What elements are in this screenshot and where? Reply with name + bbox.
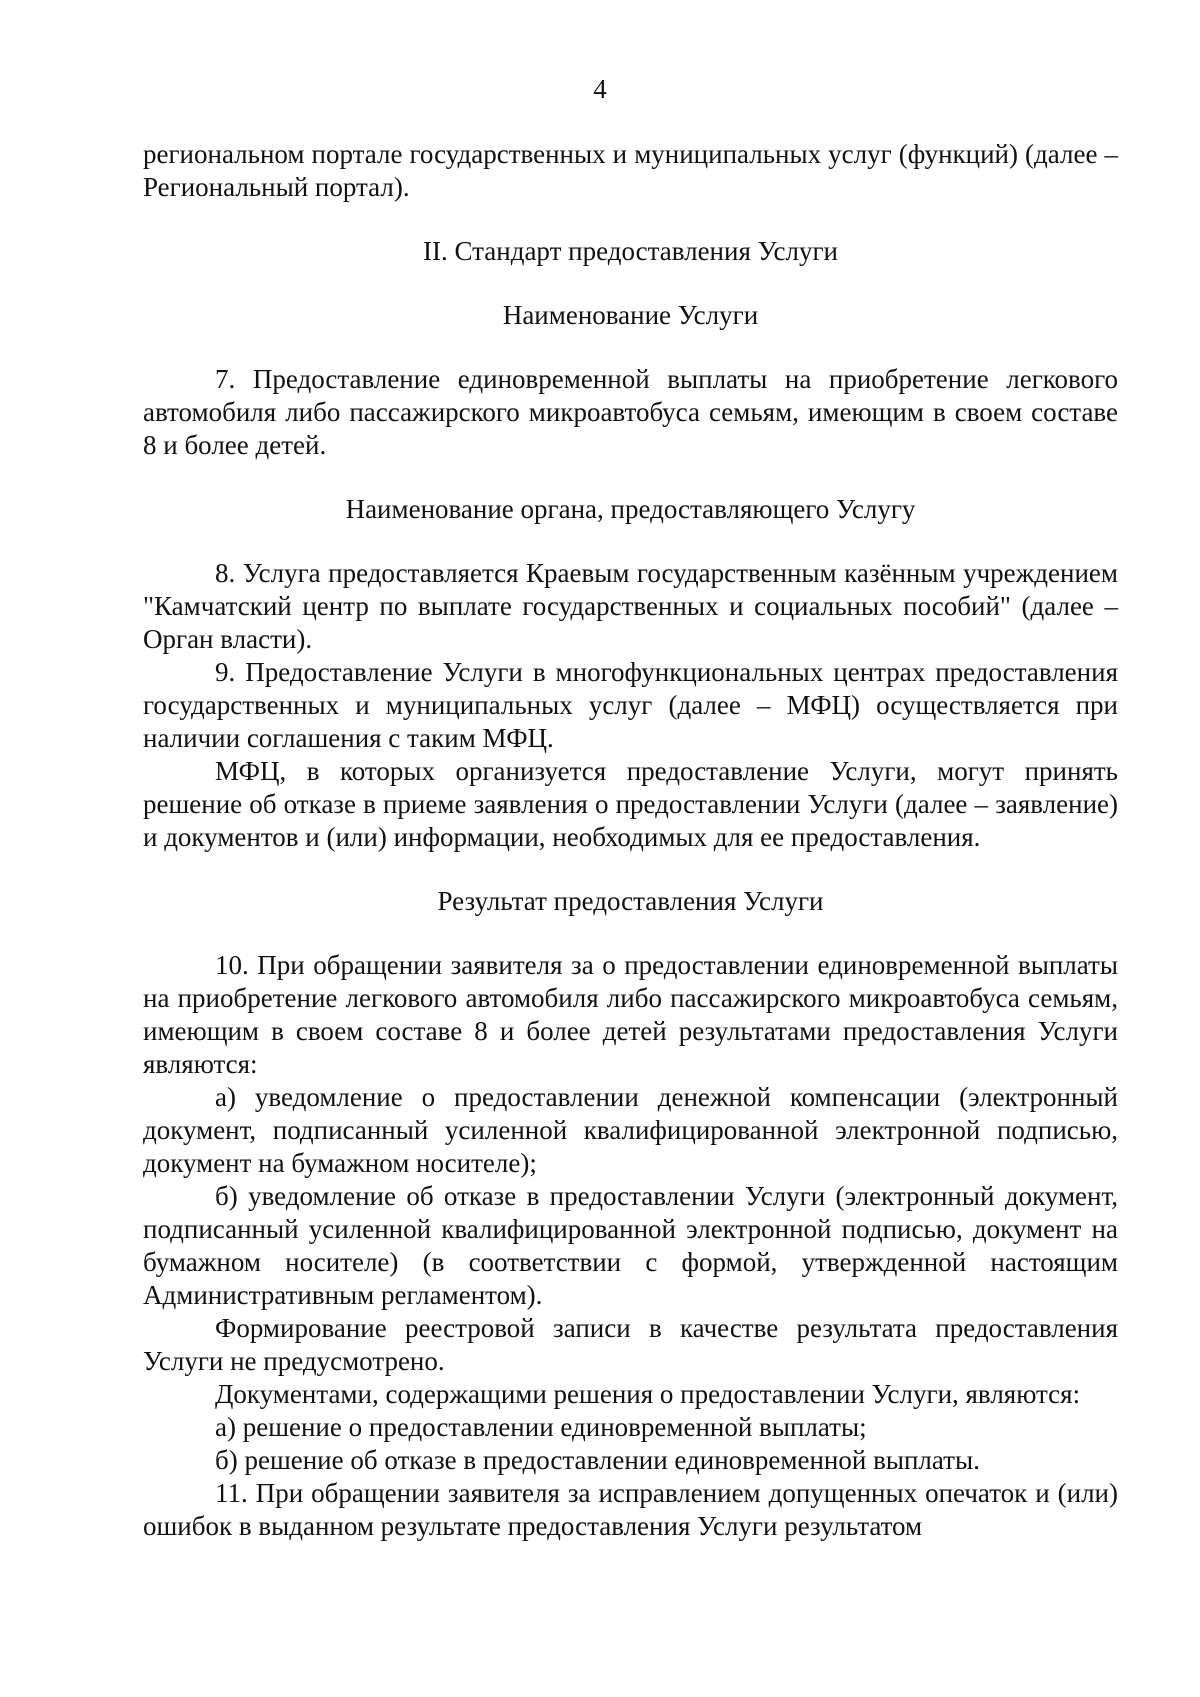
paragraph-10b: б) уведомление об отказе в предоставлении Услуги (электронный документ, подписанный усиленной квалифицированной электронной подписью, документ на бумажном носителе) (в соответствии с формой, утвержденной настоящим Административным регламентом). [143, 1181, 1118, 1310]
paragraph-registry-record: Формирование реестровой записи в качестве результата предоставления Услуги не предусмотрено. [143, 1313, 1118, 1376]
paragraph-8: 8. Услуга предоставляется Краевым государственным казённым учреждением "Камчатский центр по выплате государственных и социальных пособий" (далее – Орган власти). [143, 558, 1118, 654]
paragraph-9: 9. Предоставление Услуги в многофункциональных центрах предоставления государственных и муниципальных услуг (далее – МФЦ) осуществляется при наличии соглашения с таким МФЦ. [143, 657, 1118, 753]
section-title: II. Стандарт предоставления Услуги [423, 236, 838, 266]
paragraph-10: 10. При обращении заявителя за о предоставлении единовременной выплаты на приобретение легкового автомобиля либо пассажирского микроавтобуса семьям, имеющим в своем составе 8 и более детей результатами предоставления Услуги являются: [143, 950, 1118, 1079]
page-content [143, 138, 1118, 1543]
subsection-title-result: Результат предоставления Услуги [437, 886, 824, 916]
paragraph-decision-b: б) решение об отказе в предоставлении единовременной выплаты. [215, 1445, 980, 1475]
subsection-title-authority: Наименование органа, предоставляющего Услугу [345, 494, 916, 524]
paragraph-mfc: МФЦ, в которых организуется предоставление Услуги, могут принять решение об отказе в приеме заявления о предоставлении Услуги (далее – заявление) и документов и (или) информации, необходимых для ее предоставления. [143, 756, 1118, 852]
subsection-title-service-name: Наименование Услуги [502, 300, 759, 330]
paragraph-decision-a: а) решение о предоставлении единовременной выплаты; [215, 1412, 867, 1442]
paragraph-11: 11. При обращении заявителя за исправлением допущенных опечаток и (или) ошибок в выданном результате предоставления Услуги результатом [143, 1478, 1118, 1541]
intro-paragraph: региональном портале государственных и муниципальных услуг (функций) (далее – Региональный портал). [143, 139, 1118, 202]
paragraph-decision-documents: Документами, содержащими решения о предоставлении Услуги, являются: [215, 1379, 1081, 1409]
paragraph-7: 7. Предоставление единовременной выплаты на приобретение легкового автомобиля либо пассажирского микроавтобуса семьям, имеющим в своем составе 8 и более детей. [143, 364, 1118, 460]
paragraph-10a: а) уведомление о предоставлении денежной компенсации (электронный документ, подписанный усиленной квалифицированной электронной подписью, документ на бумажном носителе); [143, 1082, 1118, 1178]
page-number: 4 [593, 74, 607, 104]
